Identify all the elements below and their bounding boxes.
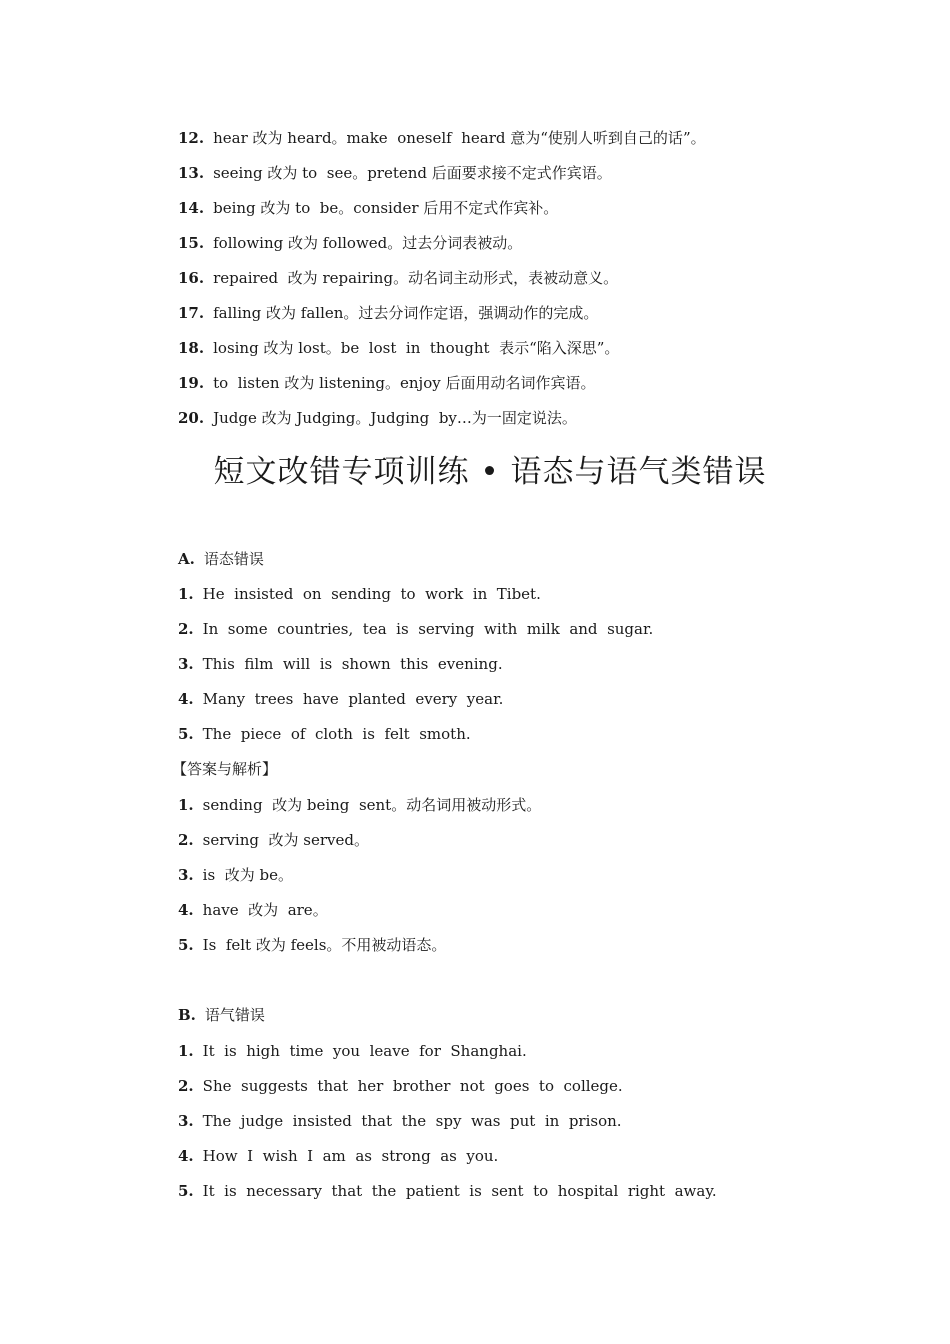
question-line — [178, 689, 503, 709]
answer-text: Is felt 改为 feels。不用被动语态。 — [202, 936, 447, 954]
answer-text: Judge 改为 Judging。Judging by…为一固定说法。 — [213, 409, 577, 427]
answer-number: 15. — [178, 234, 205, 252]
answer-line-19 — [178, 373, 595, 393]
question-line — [178, 1076, 623, 1096]
question-number: 5. — [178, 725, 194, 743]
question-number: 3. — [178, 655, 194, 673]
question-line — [178, 654, 503, 674]
question-text: It is necessary that the patient is sent to hospital right away. — [202, 1182, 717, 1200]
answer-text: falling 改为 fallen。过去分词作定语，强调动作的完成。 — [213, 304, 599, 322]
question-text: In some countries, tea is serving with milk and sugar. — [202, 620, 654, 638]
question-text: He insisted on sending to work in Tibet. — [202, 585, 541, 603]
answer-text: repaired 改为 repairing。动名词主动形式，表被动意义。 — [213, 269, 619, 287]
answer-text: being 改为 to be。consider 后用不定式作宾补。 — [213, 199, 559, 217]
answer-text: following 改为 followed。过去分词表被动。 — [213, 234, 523, 252]
question-number: 3. — [178, 1112, 194, 1130]
section-b-heading — [178, 1005, 265, 1025]
answer-number: 20. — [178, 409, 205, 427]
answer-text: hear 改为 heard。make oneself heard 意为“使别人听到自己的话”。 — [213, 129, 706, 147]
question-number: 2. — [178, 1077, 194, 1095]
answer-text: to listen 改为 listening。enjoy 后面用动名词作宾语。 — [213, 374, 596, 392]
answer-line-16 — [178, 268, 618, 288]
answer-line — [178, 795, 541, 815]
section-label: 语气错误 — [204, 1006, 265, 1024]
section-label: 语态错误 — [203, 550, 264, 568]
question-line — [178, 724, 471, 744]
answer-number: 3. — [178, 866, 194, 884]
answer-heading: 【答案与解析】 — [172, 760, 278, 778]
answer-line-20 — [178, 408, 577, 428]
answer-text: losing 改为 lost。be lost in thought 表示“陷入深思”。 — [213, 339, 620, 357]
answer-line-17 — [178, 303, 598, 323]
question-line — [178, 1041, 527, 1061]
section-letter: B. — [178, 1006, 196, 1024]
answer-line-12 — [178, 128, 706, 148]
answer-line-13 — [178, 163, 612, 183]
answer-number: 5. — [178, 936, 194, 954]
question-text: The piece of cloth is felt smoth. — [202, 725, 471, 743]
question-line — [178, 584, 541, 604]
question-text: How I wish I am as strong as you. — [202, 1147, 499, 1165]
answer-number: 13. — [178, 164, 205, 182]
question-line — [178, 1181, 717, 1201]
answer-number: 1. — [178, 796, 194, 814]
page-title: 短文改错专项训练 • 语态与语气类错误 — [213, 454, 767, 490]
answer-number: 16. — [178, 269, 205, 287]
question-text: This film will is shown this evening. — [202, 655, 503, 673]
question-text: It is high time you leave for Shanghai. — [202, 1042, 527, 1060]
answer-number: 18. — [178, 339, 205, 357]
answer-number: 14. — [178, 199, 205, 217]
answer-text: is 改为 be。 — [202, 866, 293, 884]
question-line — [178, 1111, 622, 1131]
answer-text: serving 改为 served。 — [202, 831, 369, 849]
answer-line — [178, 900, 328, 920]
answer-number: 12. — [178, 129, 205, 147]
answer-number: 2. — [178, 831, 194, 849]
question-number: 1. — [178, 585, 194, 603]
answer-line — [178, 830, 369, 850]
answer-text: sending 改为 being sent。动名词用被动形式。 — [202, 796, 542, 814]
answer-line-15 — [178, 233, 522, 253]
question-text: Many trees have planted every year. — [202, 690, 504, 708]
answer-line — [178, 865, 293, 885]
question-text: She suggests that her brother not goes to college. — [202, 1077, 623, 1095]
question-number: 4. — [178, 690, 194, 708]
question-text: The judge insisted that the spy was put in prison. — [202, 1112, 622, 1130]
question-line — [178, 619, 653, 639]
question-number: 1. — [178, 1042, 194, 1060]
question-number: 2. — [178, 620, 194, 638]
question-number: 4. — [178, 1147, 194, 1165]
answer-line-18 — [178, 338, 619, 358]
section-letter: A. — [178, 550, 195, 568]
section-a-heading — [178, 549, 264, 569]
answer-number: 19. — [178, 374, 205, 392]
answer-line-14 — [178, 198, 558, 218]
question-number: 5. — [178, 1182, 194, 1200]
question-line — [178, 1146, 498, 1166]
answer-number: 17. — [178, 304, 205, 322]
answer-number: 4. — [178, 901, 194, 919]
answer-text: seeing 改为 to see。pretend 后面要求接不定式作宾语。 — [213, 164, 612, 182]
answer-line — [178, 935, 446, 955]
answer-text: have 改为 are。 — [202, 901, 328, 919]
